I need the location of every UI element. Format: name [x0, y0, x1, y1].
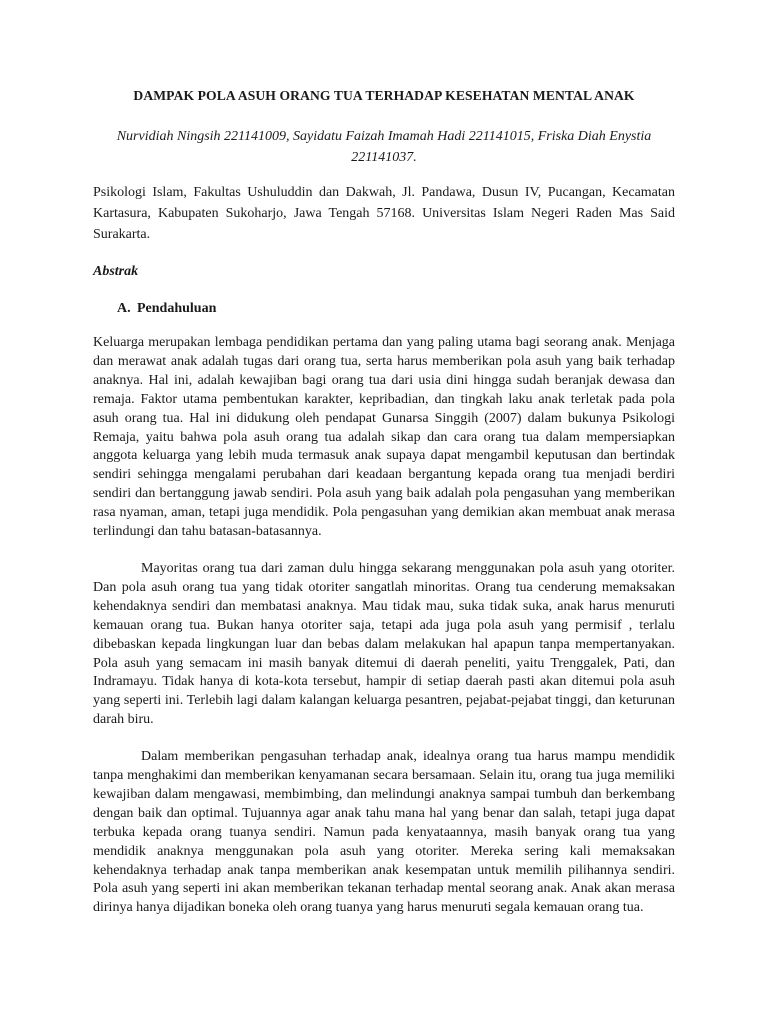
abstract-heading: Abstrak [93, 264, 139, 279]
section-title: Pendahuluan [137, 301, 217, 316]
body-paragraph-1: Keluarga merupakan lembaga pendidikan pertama dan yang paling utama bagi seorang anak. Menjaga dan merawat anak adalah tugas dari orang tua, serta harus memberikan pola asuh yang baik terhadap anaknya. Hal ini, adalah kewajiban bagi orang tua dari usia dini hingga sudah beranjak dewasa dan remaja. Faktor utama pembentukan karakter, kepribadian, dan tingkah laku anak terletak pada pola asuh orang tua. Hal ini didukung oleh pendapat Gunarsa Singgih (2007) dalam bukunya Psikologi Remaja, yaitu bahwa pola asuh orang tua adalah sikap dan cara orang tua dalam mempersiapkan anggota keluarga yang lebih muda termasuk anak supaya dapat mengambil keputusan dan bertindak sendiri sehingga mengalami perubahan dari keadaan bergantung kepada orang tua menjadi berdiri sendiri dan bertanggung jawab sendiri. Pola asuh yang baik adalah pola pengasuhan yang memberikan rasa nyaman, aman, tetapi juga mendidik. Pola pengasuhan yang demikian akan membuat anak merasa terlindungi dan tahu batasan-batasannya. [93, 335, 675, 540]
body-paragraph-3: Dalam memberikan pengasuhan terhadap anak, idealnya orang tua harus mampu mendidik tanpa menghakimi dan memberikan kenyamanan secara bersamaan. Selain itu, orang tua juga memiliki kewajiban dalam mengawasi, membimbing, dan melindungi anaknya sampai tumbuh dan berkembang dengan baik dan optimal. Tujuannya agar anak tahu mana hal yang benar dan salah, tetapi juga dapat terbuka kepada orang tuanya sendiri. Namun pada kenyataannya, masih banyak orang tua yang mendidik anaknya menggunakan pola asuh yang otoriter. Mereka sering kali memaksakan kehendaknya terhadap anak tanpa memberikan anak kesempatan untuk memilih pilihannya sendiri. Pola asuh yang seperti ini akan memberikan tekanan terhadap mental seorang anak. Anak akan merasa dirinya hanya dijadikan boneka oleh orang tuanya yang harus menuruti segala kemauan orang tua. [93, 749, 675, 916]
body-paragraph-2: Mayoritas orang tua dari zaman dulu hingga sekarang menggunakan pola asuh yang otoriter. Dan pola asuh orang tua yang tidak otoriter sangatlah minoritas. Orang tua cenderung memaksakan kehendaknya sendiri dan membatasi anaknya. Mau tidak mau, suka tidak suka, anak harus menuruti kemauan orang tua. Bukan hanya otoriter saja, tetapi ada juga pola asuh yang permisif , terlalu dibebaskan kepada lingkungan luar dan bebas dalam melakukan hal apapun tanpa mempertanyakan. Pola asuh yang semacam ini masih banyak ditemui di daerah peneliti, yaitu Trenggalek, Pati, dan Indramayu. Tidak hanya di kota-kota tersebut, hampir di setiap daerah pasti akan ditemui pola asuh yang seperti ini. Terlebih lagi dalam kalangan keluarga pesantren, pejabat-pejabat tinggi, dan keturunan darah biru. [93, 560, 675, 728]
section-heading [93, 298, 675, 319]
author-affiliation: Psikologi Islam, Fakultas Ushuluddin dan Dakwah, Jl. Pandawa, Dusun IV, Pucangan, Kecamatan Kartasura, Kabupaten Sukoharjo, Jawa Tengah 57168. Universitas Islam Negeri Raden Mas Said Surakarta. [93, 185, 675, 242]
section-number: A. [117, 301, 131, 316]
author-list: Nurvidiah Ningsih 221141009, Sayidatu Faizah Imamah Hadi 221141015, Friska Diah Enystia 221141037. [116, 129, 652, 165]
document-title: DAMPAK POLA ASUH ORANG TUA TERHADAP KESEHATAN MENTAL ANAK [133, 88, 635, 103]
